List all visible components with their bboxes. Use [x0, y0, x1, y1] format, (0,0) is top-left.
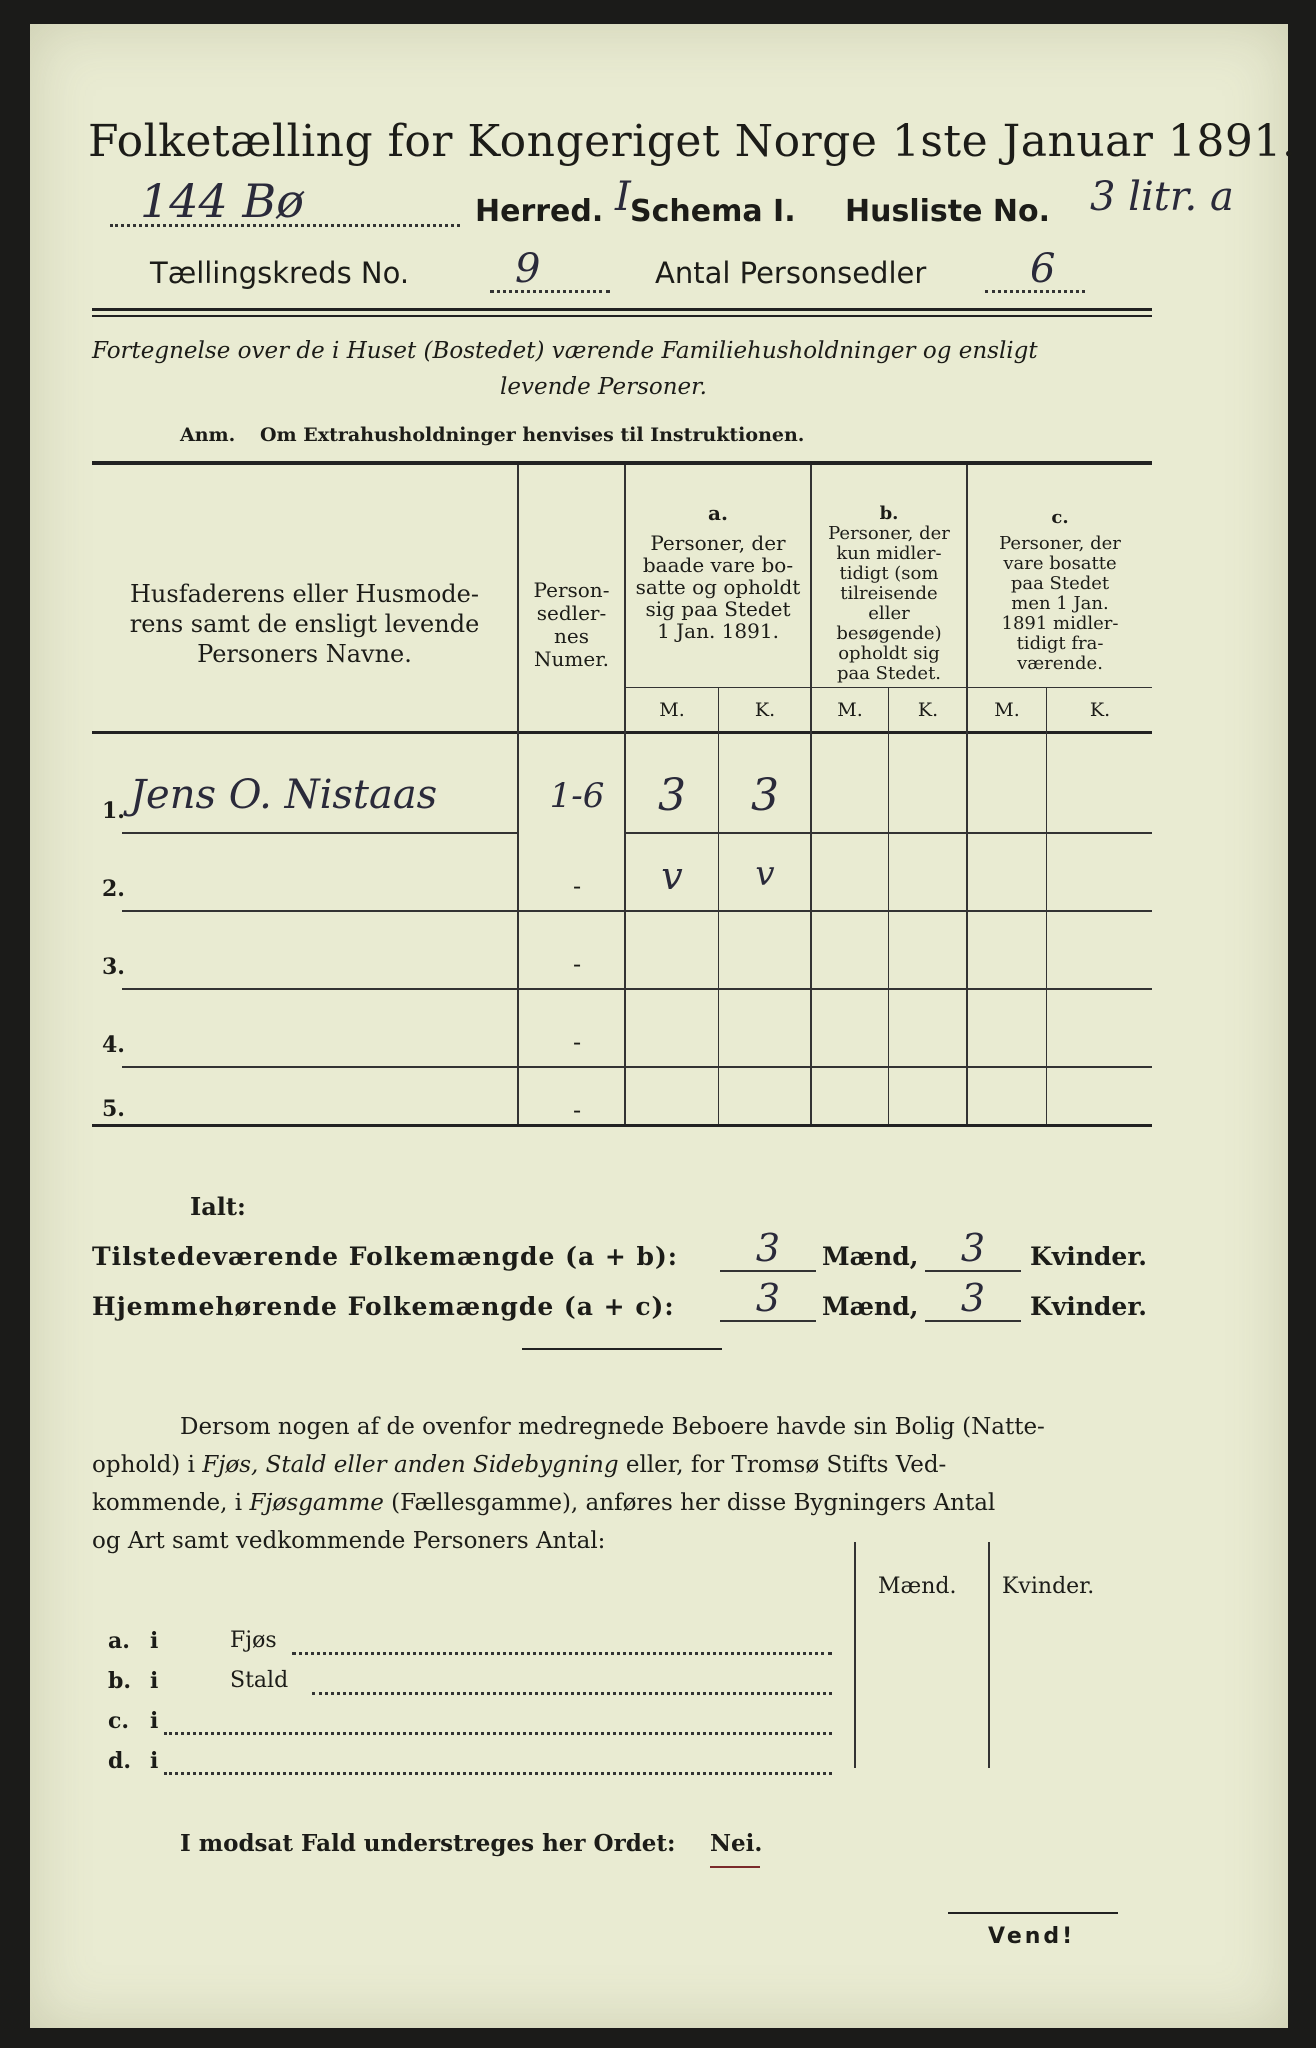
side-item-i: i	[150, 1628, 159, 1654]
side-paragraph-line-1: Dersom nogen af de ovenfor medregnede Beboere havde sin Bolig (Natte-	[180, 1414, 1045, 1440]
table-top-rule	[92, 461, 1152, 465]
row-person-numbers: -	[572, 1096, 582, 1124]
row-number: 4.	[102, 1032, 125, 1058]
row-a-m: v	[661, 854, 683, 898]
side-kvinder-header: Kvinder.	[1002, 1574, 1095, 1599]
herred-value: 144 Bø	[140, 174, 304, 228]
c-m-header: M.	[994, 699, 1020, 721]
schema-label: Schema I.	[630, 194, 796, 229]
personsedler-value: 6	[1030, 246, 1056, 292]
row-number: 2.	[102, 876, 125, 902]
hjemme-maend: Mænd,	[822, 1292, 919, 1321]
header-rule-top	[92, 308, 1152, 311]
table-bottom-rule	[92, 1124, 1152, 1127]
vline-b-mk	[888, 687, 889, 1124]
side-maend-header: Mænd.	[878, 1574, 957, 1599]
tilstede-kvinder: Kvinder.	[1030, 1242, 1147, 1271]
vline-name	[517, 465, 519, 1124]
hjemme-k-line	[925, 1320, 1021, 1322]
side-item-label: Stald	[230, 1668, 289, 1693]
tilstede-maend: Mænd,	[822, 1242, 919, 1271]
tilstede-k-value: 3	[960, 1226, 986, 1270]
section-divider	[522, 1348, 722, 1350]
vline-c-mk	[1046, 687, 1047, 1124]
row-a-k: v	[755, 854, 775, 894]
hjemme-m-line	[720, 1320, 816, 1322]
tilstede-m-line	[720, 1270, 816, 1272]
a-m-header: M.	[659, 699, 685, 721]
row-a-m: 3	[658, 770, 686, 821]
c-k-header: K.	[1089, 699, 1111, 721]
side-item-dotline	[292, 1652, 832, 1655]
intro-line-1: Fortegnelse over de i Huset (Bostedet) værende Familiehusholdninger og ensligt	[92, 338, 1038, 364]
tilstede-m-value: 3	[755, 1226, 781, 1270]
husliste-value: 3 litr. a	[1090, 174, 1234, 220]
intro-line-2: levende Personer.	[500, 374, 707, 400]
side-item-letter: b.	[108, 1668, 132, 1694]
side-paragraph-line-3: kommende, i Fjøsgamme (Fællesgamme), anføres her disse Bygningers Antal	[92, 1490, 996, 1516]
col-header-c: c. Personer, der vare bosatte paa Stedet men 1 Jan. 1891 midler- tidigt fra- værende.	[999, 507, 1121, 674]
side-item-dotline	[164, 1732, 832, 1735]
col-header-a: a. Personer, der baade vare bo- satte og opholdt sig paa Stedet 1 Jan. 1891.	[635, 501, 801, 643]
kreds-label: Tællingskreds No.	[150, 256, 410, 290]
side-item-dotline	[164, 1772, 832, 1775]
ialt-label: Ialt:	[190, 1192, 246, 1221]
row-line-1-name	[122, 832, 517, 834]
mk-header-rule	[624, 687, 1152, 688]
side-paragraph-line-2: ophold) i Fjøs, Stald eller anden Sidebygning eller, for Tromsø Stifts Ved-	[92, 1452, 947, 1478]
col-header-b: b. Personer, der kun midler- tidigt (som tilreisende eller besøgende) opholdt sig paa Stedet.	[828, 503, 950, 684]
side-item-label: Fjøs	[230, 1628, 277, 1653]
vline-a-mk	[718, 687, 719, 1124]
row-line-2	[122, 910, 1152, 912]
table-header-rule	[92, 731, 1152, 734]
row-person-numbers: -	[572, 1028, 582, 1056]
side-vline-1	[854, 1542, 856, 1768]
census-form-page	[30, 24, 1297, 2028]
row-person-numbers: -	[572, 872, 582, 900]
hjemme-k-value: 3	[960, 1276, 986, 1320]
header-rule-bottom	[92, 315, 1152, 317]
schema-mark: I	[615, 174, 631, 220]
hjemme-kvinder: Kvinder.	[1030, 1292, 1147, 1321]
vend-text: Vend!	[988, 1924, 1076, 1949]
herred-label: Herred.	[475, 194, 604, 229]
personsedler-label: Antal Personsedler	[655, 256, 927, 290]
side-paragraph-line-4: og Art samt vedkommende Personers Antal:	[92, 1528, 606, 1554]
tilstede-k-line	[925, 1270, 1021, 1272]
kreds-value: 9	[515, 246, 541, 292]
row-number: 3.	[102, 954, 125, 980]
kreds-dotline	[490, 290, 610, 293]
anm-text: Om Extrahusholdninger henvises til Instruktionen.	[260, 424, 805, 446]
side-item-letter: d.	[108, 1748, 132, 1774]
row-line-4	[122, 1066, 1152, 1068]
row-line-3	[122, 988, 1152, 990]
hjemme-label: Hjemmehørende Folkemængde (a + c):	[92, 1292, 675, 1321]
vend-rule	[948, 1912, 1118, 1914]
modsat-text: I modsat Fald understreges her Ordet:	[180, 1830, 676, 1857]
a-k-header: K.	[754, 699, 776, 721]
anm-label: Anm.	[180, 424, 236, 446]
row-a-k: 3	[751, 770, 779, 821]
side-vline-2	[988, 1542, 990, 1768]
row-line-1	[626, 832, 1152, 834]
col-header-name: Husfaderens eller Husmode- rens samt de ensligt levende Personers Navne.	[129, 580, 480, 668]
side-item-i: i	[150, 1708, 159, 1734]
nei-underline	[710, 1866, 760, 1868]
husliste-label: Husliste No.	[845, 194, 1050, 229]
row-number: 1.	[102, 798, 125, 824]
side-item-letter: c.	[108, 1708, 130, 1734]
form-title: Folketælling for Kongeriget Norge 1ste Januar 1891.	[88, 116, 1297, 167]
side-item-dotline	[312, 1692, 832, 1695]
row-name: Jens O. Nistaas	[130, 772, 438, 818]
row-person-numbers: 1-6	[549, 776, 605, 816]
tilstede-label: Tilstedeværende Folkemængde (a + b):	[92, 1242, 679, 1271]
nei-word: Nei.	[710, 1830, 763, 1857]
b-m-header: M.	[837, 699, 863, 721]
side-item-letter: a.	[108, 1628, 130, 1654]
side-item-i: i	[150, 1748, 159, 1774]
col-header-num: Person- sedler- nes Numer.	[533, 578, 610, 671]
hjemme-m-value: 3	[755, 1276, 781, 1320]
side-item-i: i	[150, 1668, 159, 1694]
row-number: 5.	[102, 1096, 125, 1122]
row-person-numbers: -	[572, 950, 582, 978]
b-k-header: K.	[917, 699, 939, 721]
